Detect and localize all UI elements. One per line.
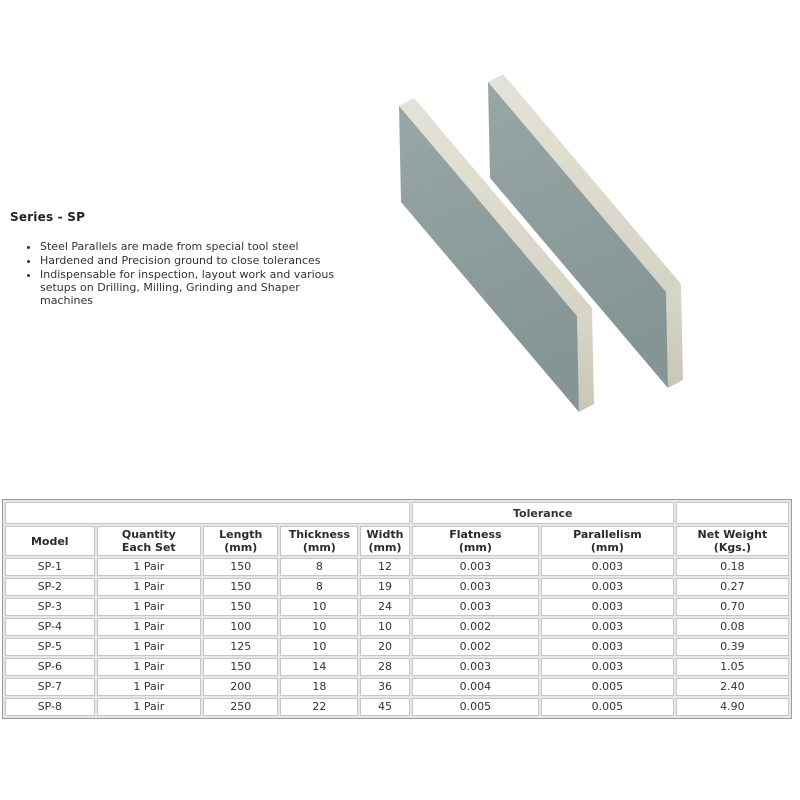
table-row bbox=[5, 638, 789, 656]
cell-quantity: 1 Pair bbox=[97, 638, 202, 656]
header-line: (mm) bbox=[458, 541, 492, 554]
cell-parallelism: 0.003 bbox=[541, 618, 674, 636]
cell-thickness: 8 bbox=[280, 578, 358, 596]
spec-table bbox=[2, 499, 792, 719]
cell-model: SP-6 bbox=[5, 658, 95, 676]
cell-flatness: 0.003 bbox=[412, 558, 539, 576]
cell-quantity: 1 Pair bbox=[97, 618, 202, 636]
cell-thickness: 14 bbox=[280, 658, 358, 676]
feature-item bbox=[40, 254, 362, 267]
cell-model: SP-2 bbox=[5, 578, 95, 596]
cell-quantity: 1 Pair bbox=[97, 578, 202, 596]
cell-net-weight: 0.39 bbox=[676, 638, 789, 656]
header-line: Each Set bbox=[121, 541, 176, 554]
spec-table-body bbox=[5, 558, 789, 716]
cell-model: SP-1 bbox=[5, 558, 95, 576]
header-line: Thickness bbox=[288, 528, 351, 541]
feature-item bbox=[40, 268, 362, 307]
cell-parallelism: 0.003 bbox=[541, 578, 674, 596]
header-line: Model bbox=[30, 534, 69, 548]
table-row bbox=[5, 598, 789, 616]
cell-thickness: 10 bbox=[280, 638, 358, 656]
feature-list bbox=[40, 240, 362, 307]
cell-flatness: 0.002 bbox=[412, 618, 539, 636]
spec-table-container bbox=[2, 499, 792, 719]
cell-width: 10 bbox=[360, 618, 409, 636]
cell-parallelism: 0.003 bbox=[541, 598, 674, 616]
header-line: (mm) bbox=[590, 541, 624, 554]
column-header-parallelism bbox=[541, 526, 674, 556]
cell-length: 150 bbox=[203, 558, 278, 576]
blank-header-cell bbox=[676, 502, 789, 524]
cell-parallelism: 0.003 bbox=[541, 658, 674, 676]
column-header-quantity bbox=[97, 526, 202, 556]
feature-line: • Steel Parallels are made from special tool steel bbox=[40, 240, 299, 253]
header-line: Length bbox=[219, 528, 263, 541]
cell-length: 250 bbox=[203, 698, 278, 716]
column-header-model bbox=[5, 526, 95, 556]
cell-flatness: 0.004 bbox=[412, 678, 539, 696]
header-line: Flatness bbox=[449, 528, 502, 541]
cell-width: 36 bbox=[360, 678, 409, 696]
cell-width: 19 bbox=[360, 578, 409, 596]
column-header-row bbox=[5, 526, 789, 556]
cell-quantity: 1 Pair bbox=[97, 598, 202, 616]
column-header-net-weight bbox=[676, 526, 789, 556]
cell-model: SP-5 bbox=[5, 638, 95, 656]
column-header-width bbox=[360, 526, 409, 556]
cell-thickness: 18 bbox=[280, 678, 358, 696]
cell-parallelism: 0.005 bbox=[541, 678, 674, 696]
cell-thickness: 8 bbox=[280, 558, 358, 576]
table-row bbox=[5, 678, 789, 696]
feature-line: • Hardened and Precision ground to close tolerances bbox=[40, 254, 321, 267]
cell-quantity: 1 Pair bbox=[97, 698, 202, 716]
cell-thickness: 10 bbox=[280, 598, 358, 616]
cell-model: SP-3 bbox=[5, 598, 95, 616]
header-line: Net Weight bbox=[697, 528, 768, 541]
cell-width: 24 bbox=[360, 598, 409, 616]
cell-quantity: 1 Pair bbox=[97, 558, 202, 576]
cell-model: SP-4 bbox=[5, 618, 95, 636]
cell-quantity: 1 Pair bbox=[97, 678, 202, 696]
feature-line: setups on Drilling, Milling, Grinding and Shaper bbox=[40, 281, 300, 294]
header-line: Parallelism bbox=[573, 528, 642, 541]
header-line: (mm) bbox=[224, 541, 258, 554]
table-row bbox=[5, 658, 789, 676]
cell-net-weight: 0.27 bbox=[676, 578, 789, 596]
blank-header-cell bbox=[5, 502, 410, 524]
column-header-thickness bbox=[280, 526, 358, 556]
cell-thickness: 10 bbox=[280, 618, 358, 636]
series-intro bbox=[10, 210, 362, 308]
tolerance-group-row bbox=[5, 502, 789, 524]
cell-width: 20 bbox=[360, 638, 409, 656]
cell-net-weight: 0.08 bbox=[676, 618, 789, 636]
feature-line: • Indispensable for inspection, layout work and various bbox=[40, 268, 335, 281]
cell-net-weight: 0.70 bbox=[676, 598, 789, 616]
cell-width: 12 bbox=[360, 558, 409, 576]
cell-model: SP-8 bbox=[5, 698, 95, 716]
header-line: Quantity bbox=[121, 528, 176, 541]
column-header-flatness bbox=[412, 526, 539, 556]
table-row bbox=[5, 698, 789, 716]
header-line: Width bbox=[366, 528, 404, 541]
cell-width: 45 bbox=[360, 698, 409, 716]
cell-net-weight: 2.40 bbox=[676, 678, 789, 696]
cell-flatness: 0.003 bbox=[412, 658, 539, 676]
series-title: Series - SP bbox=[10, 210, 86, 224]
cell-parallelism: 0.003 bbox=[541, 638, 674, 656]
feature-line: machines bbox=[40, 294, 94, 307]
cell-flatness: 0.003 bbox=[412, 598, 539, 616]
column-header-length bbox=[203, 526, 278, 556]
cell-length: 150 bbox=[203, 578, 278, 596]
cell-flatness: 0.005 bbox=[412, 698, 539, 716]
cell-net-weight: 1.05 bbox=[676, 658, 789, 676]
feature-item bbox=[40, 240, 362, 253]
tolerance-group-header: Tolerance bbox=[412, 502, 674, 524]
header-line: (Kgs.) bbox=[713, 541, 751, 554]
cell-flatness: 0.003 bbox=[412, 578, 539, 596]
cell-quantity: 1 Pair bbox=[97, 658, 202, 676]
cell-length: 150 bbox=[203, 598, 278, 616]
cell-thickness: 22 bbox=[280, 698, 358, 716]
cell-net-weight: 0.18 bbox=[676, 558, 789, 576]
cell-length: 100 bbox=[203, 618, 278, 636]
table-row bbox=[5, 618, 789, 636]
cell-length: 150 bbox=[203, 658, 278, 676]
cell-width: 28 bbox=[360, 658, 409, 676]
header-line: (mm) bbox=[368, 541, 402, 554]
cell-flatness: 0.002 bbox=[412, 638, 539, 656]
table-row bbox=[5, 578, 789, 596]
cell-model: SP-7 bbox=[5, 678, 95, 696]
header-line: (mm) bbox=[302, 541, 336, 554]
table-row bbox=[5, 558, 789, 576]
cell-parallelism: 0.003 bbox=[541, 558, 674, 576]
cell-net-weight: 4.90 bbox=[676, 698, 789, 716]
cell-length: 125 bbox=[203, 638, 278, 656]
cell-length: 200 bbox=[203, 678, 278, 696]
cell-parallelism: 0.005 bbox=[541, 698, 674, 716]
